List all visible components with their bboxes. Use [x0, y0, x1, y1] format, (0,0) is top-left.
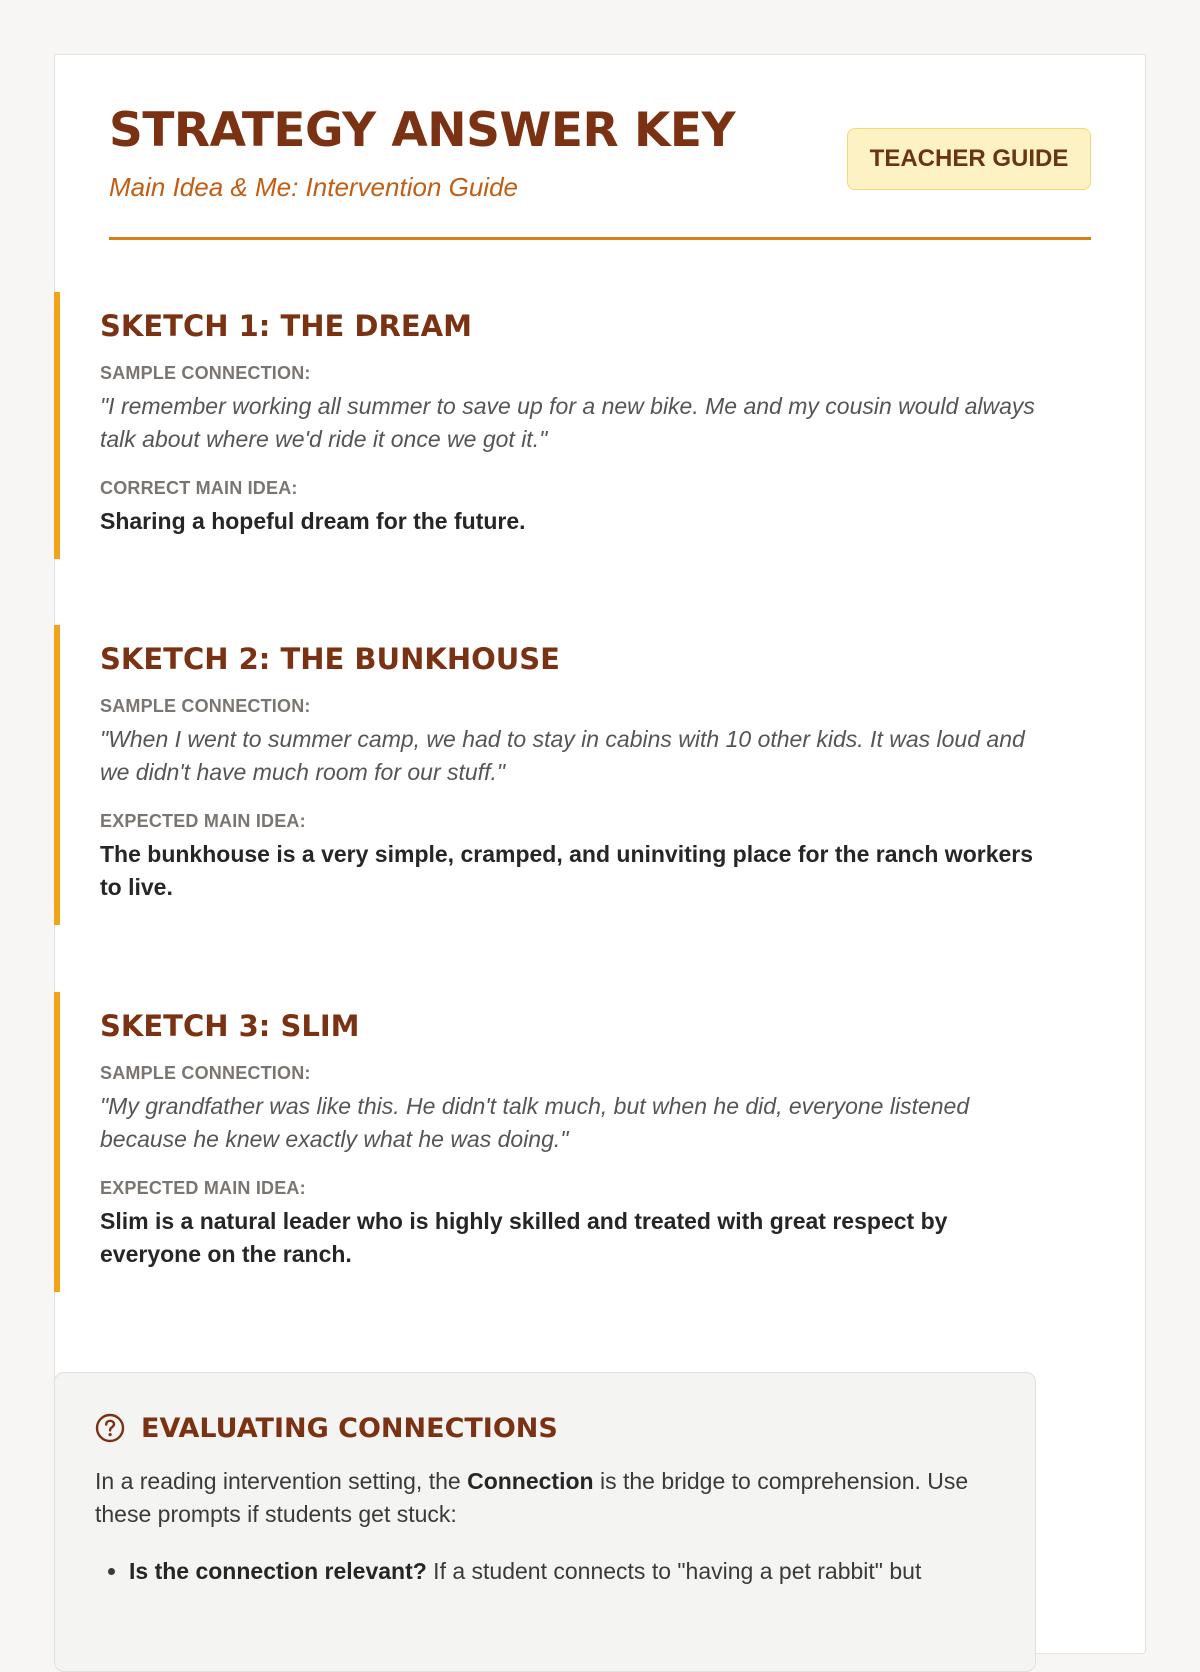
sample-connection-text: "My grandfather was like this. He didn't talk much, but when he did, everyone listened because he knew exactly what he was doing." [100, 1093, 970, 1152]
main-idea-text: Slim is a natural leader who is highly skilled and treated with great respect by everyone on the ranch. [100, 1208, 948, 1267]
evaluating-intro [95, 1465, 995, 1531]
list-item [129, 1555, 995, 1588]
sample-connection-text: "When I went to summer camp, we had to stay in cabins with 10 other kids. It was loud and we didn't have much room for our stuff." [100, 726, 1025, 785]
evaluating-title-text: EVALUATING CONNECTIONS [141, 1412, 558, 1444]
document-header [109, 55, 1091, 240]
prompt-question: Is the connection relevant? [129, 1558, 427, 1584]
sample-connection-label: SAMPLE CONNECTION: [100, 696, 311, 716]
main-idea-label: EXPECTED MAIN IDEA: [100, 1178, 306, 1198]
sample-connection-label: SAMPLE CONNECTION: [100, 363, 311, 383]
prompt-text: If a student connects to "having a pet rabbit" but [426, 1558, 922, 1584]
evaluating-connections-panel [54, 1372, 1036, 1672]
teacher-guide-badge: TEACHER GUIDE [847, 128, 1091, 190]
sketch-card [54, 292, 1046, 559]
main-idea-text: The bunkhouse is a very simple, cramped, and uninviting place for the ranch workers to live. [100, 841, 1034, 900]
sketch-title: SKETCH 3: SLIM [100, 1009, 360, 1043]
main-idea-label: EXPECTED MAIN IDEA: [100, 811, 306, 831]
evaluating-connections-title [95, 1413, 995, 1443]
intro-text-start: In a reading intervention setting, the [95, 1468, 468, 1494]
main-idea-text: Sharing a hopeful dream for the future. [100, 508, 526, 534]
sample-connection-label: SAMPLE CONNECTION: [100, 1063, 311, 1083]
page-subtitle: Main Idea & Me: Intervention Guide [109, 172, 519, 202]
sketch-title: SKETCH 1: THE DREAM [100, 309, 472, 343]
sketch-title: SKETCH 2: THE BUNKHOUSE [100, 642, 560, 676]
sketch-card [54, 625, 1046, 925]
sample-connection-text: "I remember working all summer to save up for a new bike. Me and my cousin would always talk about where we'd ride it once we got it." [100, 393, 1035, 452]
intro-text-end: is the bridge to comprehension. Use these prompts if students get stuck: [95, 1468, 969, 1527]
sketch-card [54, 992, 1046, 1292]
prompt-list [95, 1555, 995, 1588]
help-circle-icon [95, 1413, 125, 1443]
intro-bold-term: Connection [467, 1468, 594, 1494]
page-title: STRATEGY ANSWER KEY [109, 103, 736, 158]
main-idea-label: CORRECT MAIN IDEA: [100, 478, 298, 498]
